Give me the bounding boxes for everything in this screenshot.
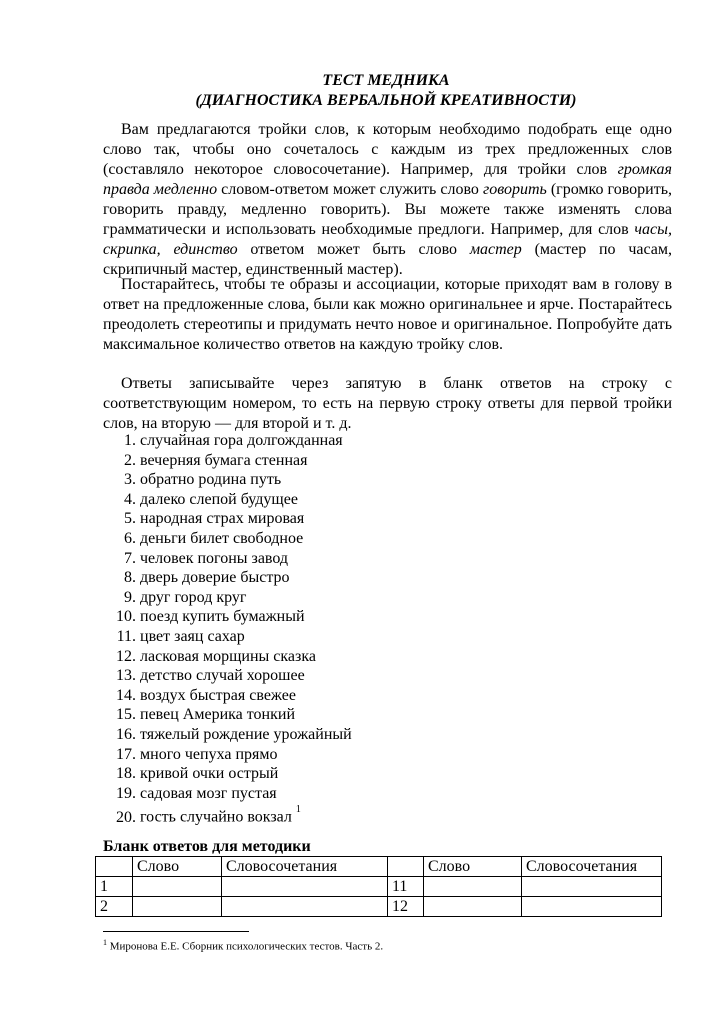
- list-item: 17. много чепуха прямо: [116, 745, 278, 763]
- header-cell: [96, 857, 133, 877]
- example-words-2: часы, скрипка, единство: [103, 221, 672, 258]
- list-item: 15. певец Америка тонкий: [116, 706, 296, 724]
- footnote-text: Миронова Е.Е. Сборник психологических тестов. Часть 2.: [109, 940, 384, 953]
- example-answer-1: говорить: [482, 181, 547, 198]
- answer-phrases-cell[interactable]: [522, 877, 662, 897]
- footnote: [103, 938, 383, 953]
- list-item: 12. ласковая морщины сказка: [116, 647, 316, 665]
- header-cell: [388, 857, 424, 877]
- answer-word-cell[interactable]: [424, 877, 522, 897]
- list-item: 1. случайная гора долгожданная: [124, 432, 343, 449]
- row-number-cell: 2: [96, 897, 133, 917]
- header-cell: Словосочетания: [222, 857, 388, 877]
- table-row: [96, 877, 662, 897]
- answer-phrases-cell[interactable]: [522, 897, 662, 917]
- row-number-cell: 12: [388, 897, 424, 917]
- document-subtitle: (ДИАГНОСТИКА ВЕРБАЛЬНОЙ КРЕАТИВНОСТИ): [195, 92, 577, 109]
- footnote-reference[interactable]: 1: [295, 804, 301, 816]
- list-item: 4. далеко слепой будущее: [124, 490, 298, 508]
- header-cell: Словосочетания: [522, 857, 662, 877]
- list-item: 11. цвет заяц сахар: [116, 627, 245, 645]
- word-triples-list: [103, 431, 352, 827]
- list-item: 2. вечерняя бумага стенная: [124, 451, 308, 469]
- example-words-1: громкая правда медленно: [103, 161, 672, 198]
- list-item: 14. воздух быстрая свежее: [116, 686, 296, 704]
- list-item: 6. деньги билет свободное: [124, 529, 304, 547]
- list-item: 18. кривой очки острый: [116, 765, 279, 783]
- answer-phrases-cell[interactable]: [222, 897, 388, 917]
- document-title: ТЕСТ МЕДНИКА: [322, 72, 450, 89]
- list-item: 10. поезд купить бумажный: [116, 608, 305, 626]
- intro-paragraph-1: Вам предлагаются тройки слов, к которым необходимо подобрать еще одно слово так, чтобы оно сочеталось с каждым из трех предложенных слов (составляло некоторое словосочетание). Например, для тройки слов громкая правда медленно словом-ответом может служить слово говорить (громко говорить, говорить правду, медленно говорить). Вы можете также изменять слова грамматически и использовать необходимые предлоги. Например, для слов часы, скрипка, единство ответом может быть слово мастер (мастер по часам, скрипичный мастер, единственный мастер).: [103, 121, 672, 278]
- list-item: 19. садовая мозг пустая: [116, 784, 277, 802]
- list-item: 20. гость случайно вокзал $^1$: [116, 804, 301, 826]
- header-cell: Слово: [424, 857, 522, 877]
- footnote-divider: [103, 931, 249, 932]
- header-cell: Слово: [133, 857, 222, 877]
- list-item: 7. человек погоны завод: [124, 549, 289, 567]
- answer-word-cell[interactable]: [424, 897, 522, 917]
- intro-paragraph-3: Ответы записывайте через запятую в бланк ответов на строку с соответствующим номером, то есть на первую строку ответы для первой тройки слов, на вторую — для второй и т. д.: [103, 375, 672, 432]
- list-item: 9. друг город круг: [124, 588, 247, 606]
- example-answer-2: мастер: [469, 241, 522, 258]
- intro-paragraph-2: Постарайтесь, чтобы те образы и ассоциации, которые приходят вам в голову в ответ на предложенные слова, были как можно оригинальнее и ярче. Постарайтесь преодолеть стереотипы и придумать нечто новое и оригинальное. Попробуйте дать максимальное количество ответов на каждую тройку слов.: [103, 276, 672, 353]
- footnote-mark: 1: [103, 938, 107, 947]
- list-item: 8. дверь доверие быстро: [124, 569, 290, 587]
- list-item: 3. обратно родина путь: [124, 471, 282, 489]
- list-item: 16. тяжелый рождение урожайный: [116, 725, 352, 743]
- table-row: [96, 897, 662, 917]
- list-item: 13. детство случай хорошее: [116, 667, 305, 685]
- answer-form-table: [95, 856, 662, 917]
- row-number-cell: 1: [96, 877, 133, 897]
- list-item: 5. народная страх мировая: [124, 510, 305, 528]
- answer-word-cell[interactable]: [133, 897, 222, 917]
- answer-phrases-cell[interactable]: [222, 877, 388, 897]
- table-header-row: [96, 857, 662, 877]
- row-number-cell: 11: [388, 877, 424, 897]
- answer-word-cell[interactable]: [133, 877, 222, 897]
- answer-form-title: Бланк ответов для методики: [103, 838, 311, 855]
